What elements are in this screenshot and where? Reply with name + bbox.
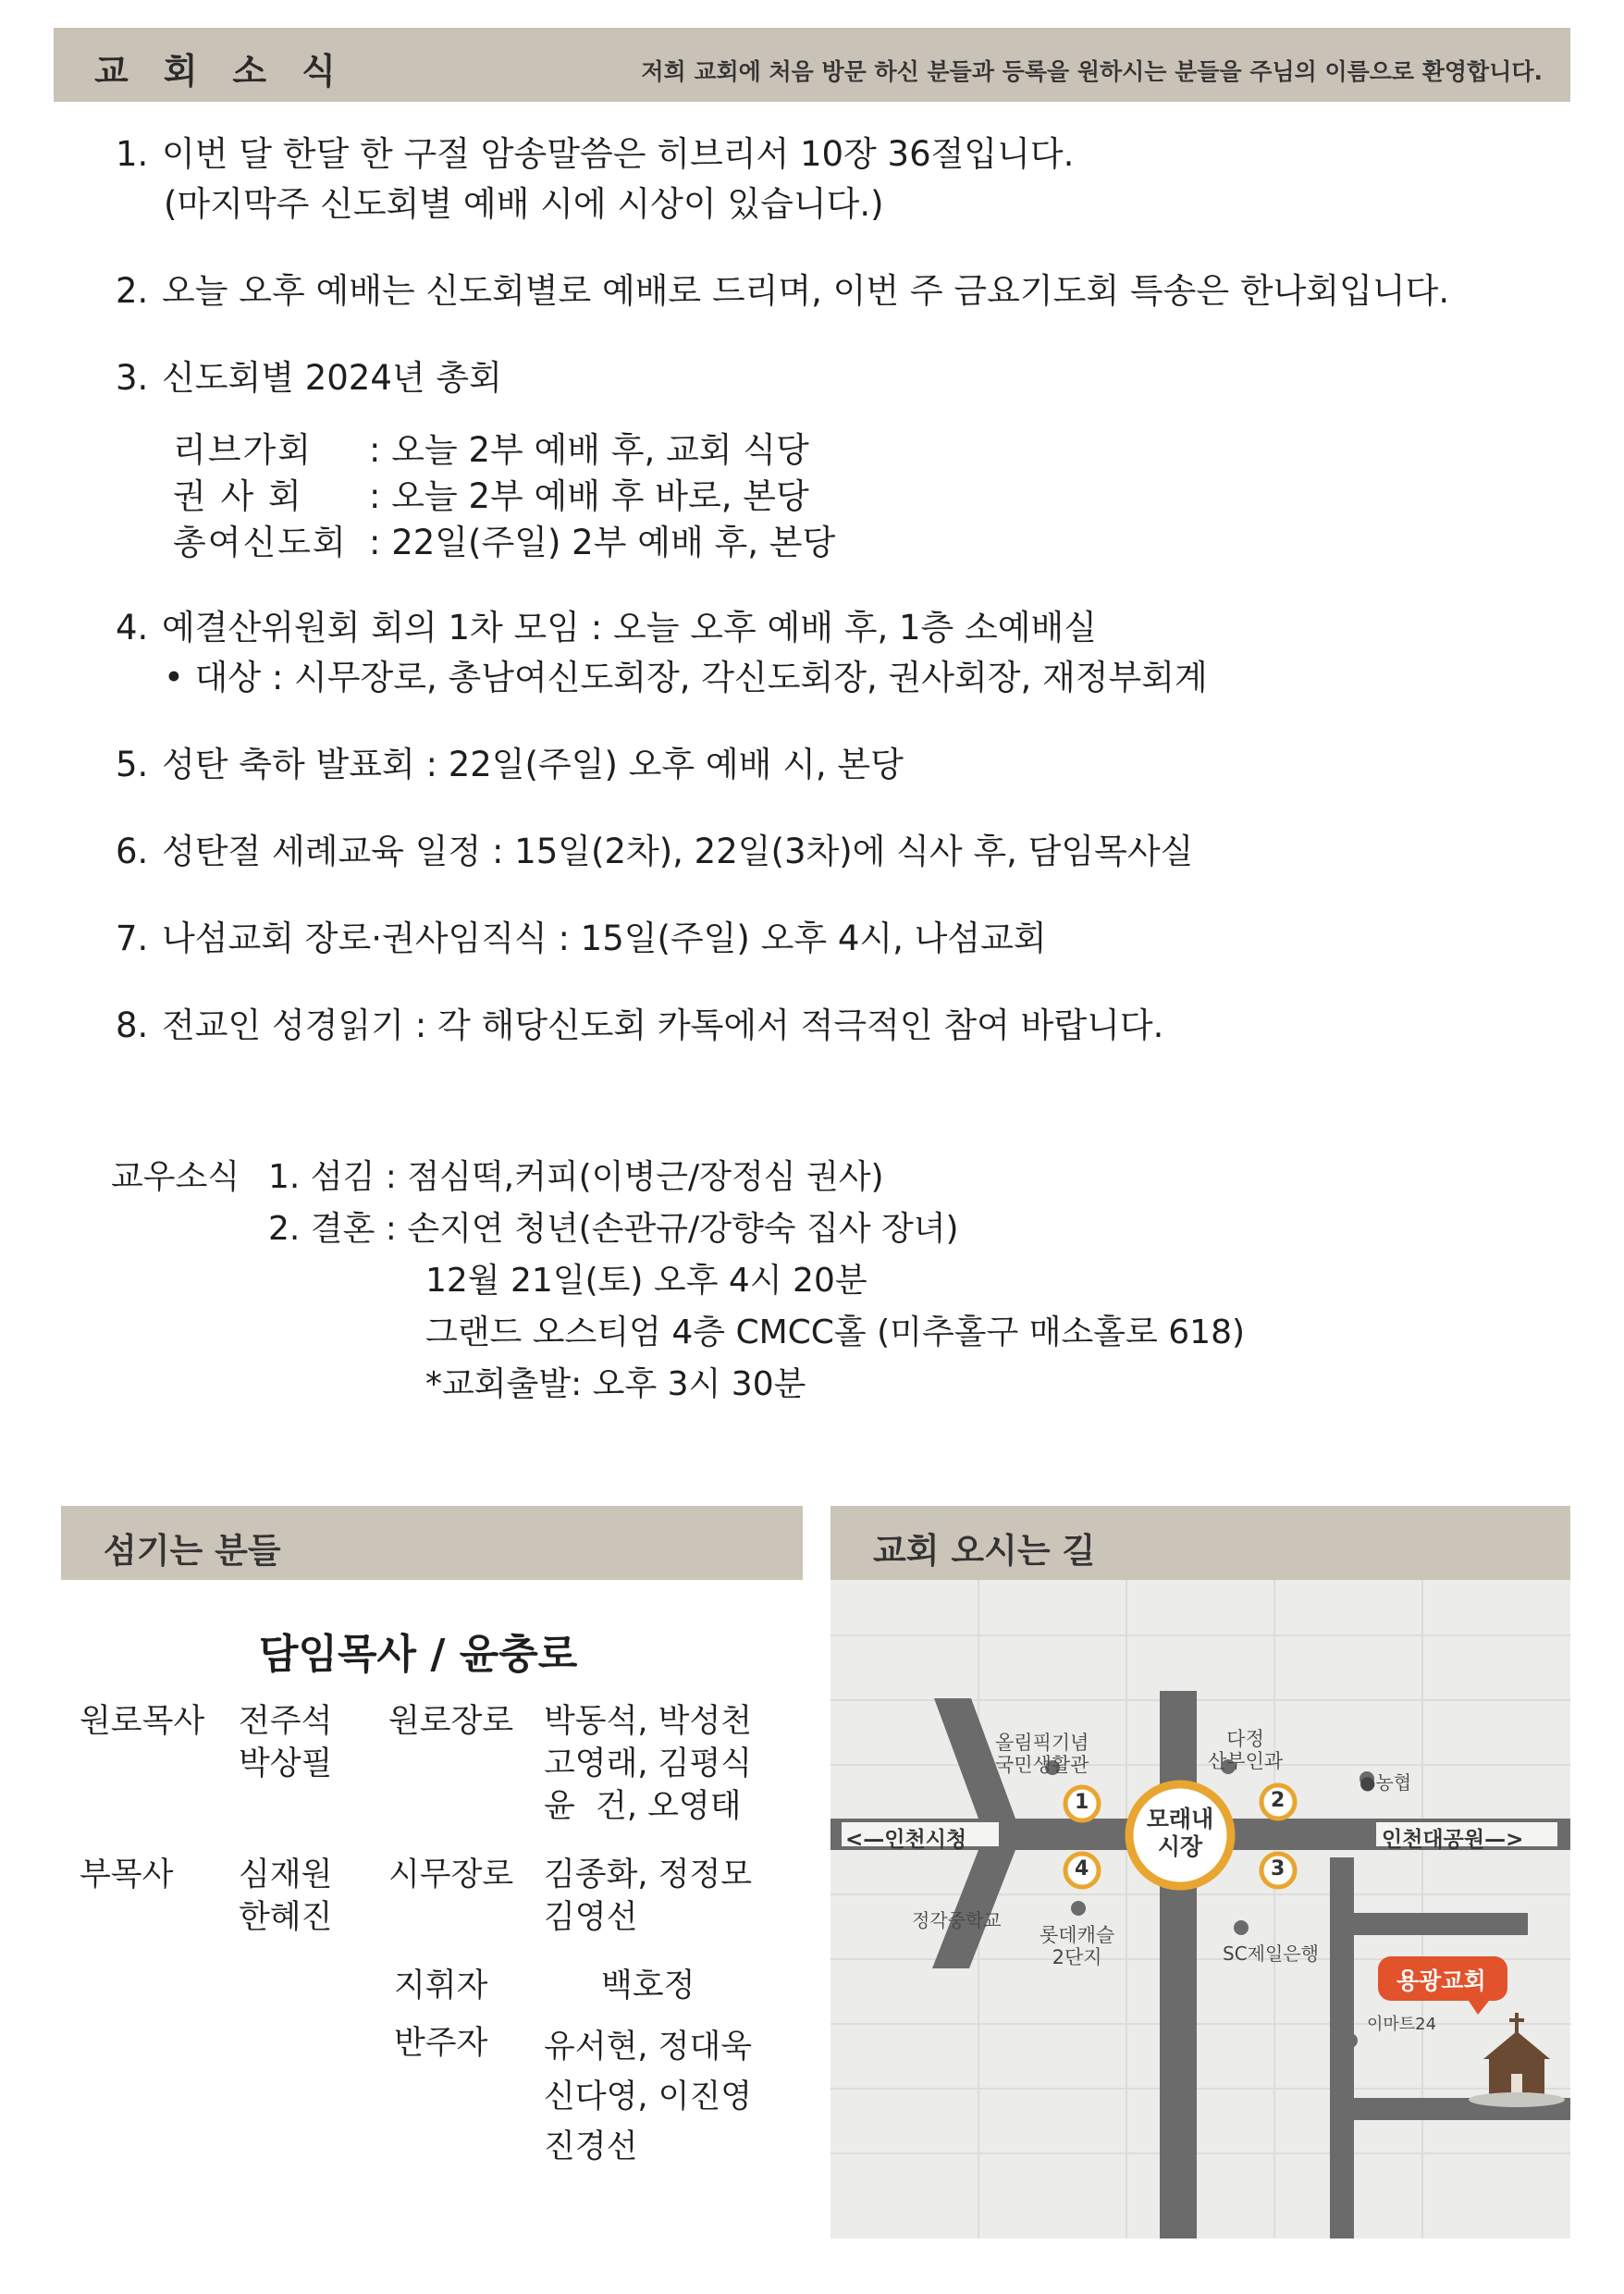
exit-4: 4	[1075, 1857, 1089, 1881]
church-icon	[1469, 2013, 1565, 2107]
assembly-schedule	[116, 427, 1558, 566]
news-item-1-note: (마지막주 신도회별 예배 시에 시상이 있습니다.)	[164, 184, 884, 224]
staff-role-label: 지휘자	[394, 1967, 488, 2004]
staff-name: 유서현, 정대욱	[544, 2029, 753, 2066]
poi-nh: ●농협	[1359, 1771, 1412, 1794]
news-list	[116, 130, 1558, 1051]
staff-role-label: 부목사	[80, 1856, 174, 1893]
staff-role-label: 원로장로	[388, 1703, 514, 1740]
directions-section-title: 교회 오시는 길	[873, 1531, 1096, 1571]
road-east-label: 인천대공원—>	[1382, 1828, 1524, 1852]
poi-sc: SC제일은행	[1223, 1942, 1319, 1965]
staff-name: 신다영, 이진영	[544, 2078, 753, 2115]
staff-names	[239, 1854, 332, 1939]
news-item-7: 7. 나섬교회 장로·권사임직식 : 15일(주일) 오후 4시, 나섬교회	[116, 919, 1047, 958]
exit-3: 3	[1271, 1857, 1286, 1881]
header-title: 교회소식	[94, 51, 371, 92]
poi-emart: 이마트24	[1367, 2015, 1437, 2034]
poi-olympic: 올림픽기념 국민생활관	[995, 1732, 1089, 1776]
news-item-8: 8. 전교인 성경읽기 : 각 해당신도회 카톡에서 적극적인 참여 바랍니다.	[116, 1005, 1164, 1045]
poi-lotte: 롯데캐슬 2단지	[1040, 1924, 1115, 1968]
staff-name: 고영래, 김평식	[544, 1745, 753, 1782]
staff-name: 김영선	[544, 1899, 638, 1936]
assembly-row: 총여신도회 : 22일(주일) 2부 예배 후, 본당	[173, 523, 836, 562]
member-news-label: 교우소식	[111, 1158, 240, 1196]
staff-name: 한혜진	[239, 1899, 333, 1936]
news-item-2: 2. 오늘 오후 예배는 신도회별로 예배로 드리며, 이번 주 금요기도회 특송은 한나회입니다.	[116, 271, 1450, 311]
directions-section-header	[830, 1506, 1570, 1580]
road-west-label: <—인천시청	[845, 1828, 967, 1852]
staff-role-label: 시무장로	[388, 1856, 514, 1893]
member-news-line: 12월 21일(토) 오후 4시 20분	[425, 1262, 867, 1300]
exit-1: 1	[1075, 1791, 1089, 1814]
directions-map	[830, 1580, 1570, 2238]
staff-role-label: 반주자	[394, 2025, 488, 2062]
staff-names	[239, 1700, 332, 1785]
staff-name: 백호정	[601, 1967, 695, 2004]
center-label: 모래내 시장	[1146, 1806, 1214, 1860]
assembly-row: 리브가회 : 오늘 2부 예배 후, 교회 식당	[173, 430, 809, 470]
member-news-line: *교회출발: 오후 3시 30분	[425, 1365, 806, 1403]
exit-2: 2	[1271, 1789, 1286, 1812]
church-label: 용광교회	[1396, 1967, 1486, 1994]
staff-names	[544, 1854, 752, 1939]
member-news-line: 그랜드 오스티엄 4층 CMCC홀 (미추홀구 매소홀로 618)	[425, 1314, 1246, 1351]
poi-jeonggak: 정각중학교	[912, 1909, 1002, 1931]
staff-names	[544, 1700, 752, 1828]
poi-dajeong: 다정 산부인과	[1208, 1728, 1284, 1772]
member-news-line: 교우소식 1. 섬김 : 점심떡,커피(이병근/장정심 권사)	[111, 1152, 1245, 1203]
staff-names	[601, 1965, 695, 2007]
assembly-row: 권 사 회 : 오늘 2부 예배 후 바로, 본당	[173, 476, 809, 516]
news-item-5: 5. 성탄 축하 발표회 : 22일(주일) 오후 예배 시, 본당	[116, 745, 904, 784]
staff-name: 윤 건, 오영태	[544, 1788, 742, 1825]
staff-section-header	[61, 1506, 803, 1580]
senior-pastor: 담임목사 / 윤충로	[259, 1631, 578, 1678]
staff-section-title: 섬기는 분들	[104, 1531, 281, 1571]
staff-name: 박상필	[239, 1745, 333, 1782]
staff-name: 김종화, 정정모	[544, 1856, 753, 1893]
staff-name: 심재원	[239, 1856, 333, 1893]
member-news	[111, 1152, 1245, 1411]
staff-names	[544, 2022, 752, 2172]
news-item-3: 3. 신도회별 2024년 총회	[116, 358, 502, 398]
staff-name: 전주석	[239, 1703, 333, 1740]
staff-name: 진경선	[544, 2128, 638, 2165]
news-item-1: 1. 이번 달 한달 한 구절 암송말씀은 히브리서 10장 36절입니다.	[116, 134, 1075, 174]
news-item-4: 4. 예결산위원회 회의 1차 모임 : 오늘 오후 예배 후, 1층 소예배실	[116, 608, 1097, 648]
staff-role-label: 원로목사	[80, 1703, 205, 1740]
staff-name: 박동석, 박성천	[544, 1703, 753, 1740]
header-bar	[54, 28, 1570, 102]
news-item-4-note: • 대상 : 시무장로, 총남여신도회장, 각신도회장, 권사회장, 재정부회계	[164, 658, 1208, 697]
welcome-message: 저희 교회에 처음 방문 하신 분들과 등록을 원하시는 분들을 주님의 이름으로 환영합니다.	[641, 58, 1543, 85]
news-item-6: 6. 성탄절 세례교육 일정 : 15일(2차), 22일(3차)에 식사 후, 담임목사실	[116, 832, 1194, 871]
member-news-line: 2. 결혼 : 손지연 청년(손관규/강향숙 집사 장녀)	[268, 1210, 959, 1248]
